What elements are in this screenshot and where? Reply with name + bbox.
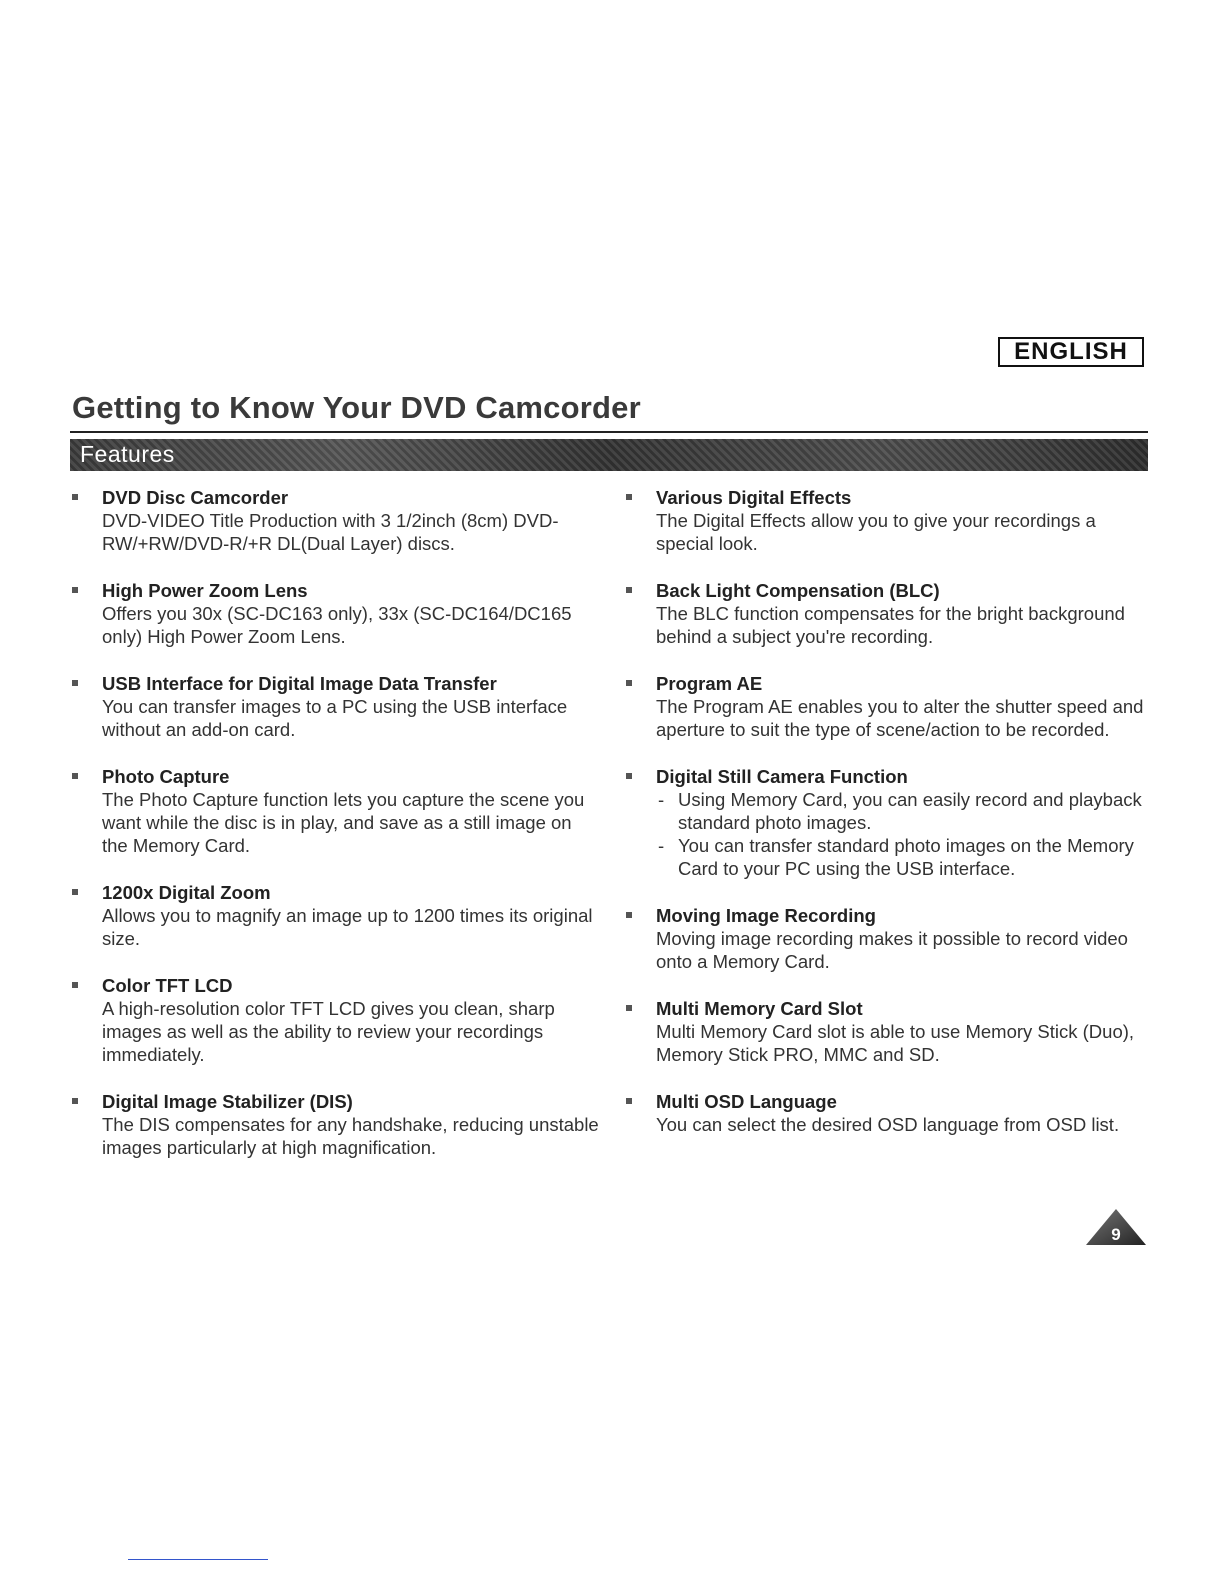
- bullet-icon: [626, 680, 632, 686]
- page-title: Getting to Know Your DVD Camcorder: [72, 390, 641, 425]
- bullet-icon: [72, 587, 78, 593]
- bullet-icon: [626, 773, 632, 779]
- feature-description: You can select the desired OSD language from OSD list.: [656, 1114, 1120, 1135]
- feature-description: You can transfer images to a PC using the USB interface without an add-on card.: [102, 696, 568, 740]
- bullet-icon: [626, 912, 632, 918]
- bullet-icon: [72, 494, 78, 500]
- features-right-column: [626, 486, 1156, 1160]
- feature-item: [626, 997, 1156, 1066]
- feature-description: Multi Memory Card slot is able to use Memory Stick (Duo), Memory Stick PRO, MMC and SD.: [656, 1021, 1135, 1065]
- feature-item: [72, 486, 602, 555]
- feature-description: The Digital Effects allow you to give your recordings a special look.: [656, 510, 1096, 554]
- feature-title: Multi OSD Language: [656, 1091, 837, 1112]
- bullet-icon: [72, 773, 78, 779]
- feature-subitem-text: You can transfer standard photo images on the Memory Card to your PC using the USB interface.: [678, 835, 1134, 879]
- feature-title: USB Interface for Digital Image Data Transfer: [102, 673, 497, 694]
- feature-title: Back Light Compensation (BLC): [656, 580, 940, 601]
- feature-title: Digital Image Stabilizer (DIS): [102, 1091, 353, 1112]
- title-divider: [70, 431, 1148, 433]
- section-title: Features: [80, 441, 175, 467]
- feature-item: [626, 904, 1156, 973]
- bullet-icon: [626, 1005, 632, 1011]
- feature-title: Multi Memory Card Slot: [656, 998, 863, 1019]
- feature-description: Moving image recording makes it possible to record video onto a Memory Card.: [656, 928, 1128, 972]
- feature-title: Color TFT LCD: [102, 975, 233, 996]
- feature-subitem-text: Using Memory Card, you can easily record and playback standard photo images.: [678, 789, 1142, 833]
- page-number: 9: [1111, 1225, 1121, 1244]
- feature-description: DVD-VIDEO Title Production with 3 1/2inch (8cm) DVD-RW/+RW/DVD-R/+R DL(Dual Layer) discs.: [102, 510, 559, 554]
- feature-description: The DIS compensates for any handshake, reducing unstable images particularly at high magnification.: [102, 1114, 599, 1158]
- bullet-icon: [72, 982, 78, 988]
- feature-subitem: [656, 788, 1156, 834]
- feature-title: Program AE: [656, 673, 763, 694]
- footer-link-line: [128, 1559, 268, 1560]
- bullet-icon: [72, 889, 78, 895]
- feature-item: [626, 765, 1156, 880]
- feature-item: [72, 672, 602, 741]
- bullet-icon: [626, 1098, 632, 1104]
- bullet-icon: [626, 587, 632, 593]
- feature-item: [626, 672, 1156, 741]
- feature-item: [72, 974, 602, 1066]
- bullet-icon: [72, 1098, 78, 1104]
- feature-description: Allows you to magnify an image up to 1200 times its original size.: [102, 905, 593, 949]
- feature-title: 1200x Digital Zoom: [102, 882, 271, 903]
- dash-icon: -: [658, 835, 665, 856]
- feature-description: The BLC function compensates for the bright background behind a subject you're recording.: [656, 603, 1125, 647]
- feature-item: [72, 765, 602, 857]
- feature-description: Offers you 30x (SC-DC163 only), 33x (SC-DC164/DC165 only) High Power Zoom Lens.: [102, 603, 572, 647]
- feature-subitem: [656, 834, 1156, 880]
- feature-title: DVD Disc Camcorder: [102, 487, 289, 508]
- dash-icon: -: [658, 789, 665, 810]
- feature-title: Photo Capture: [102, 766, 230, 787]
- section-header-bar: [70, 439, 1148, 471]
- language-label: ENGLISH: [998, 337, 1144, 367]
- feature-description: The Program AE enables you to alter the shutter speed and aperture to suit the type of scene/action to be recorded.: [656, 696, 1144, 740]
- feature-title: High Power Zoom Lens: [102, 580, 308, 601]
- feature-description: A high-resolution color TFT LCD gives you clean, sharp images as well as the ability to review your recordings immediately.: [102, 998, 555, 1065]
- feature-title: Moving Image Recording: [656, 905, 876, 926]
- bullet-icon: [72, 680, 78, 686]
- feature-title: Digital Still Camera Function: [656, 766, 908, 787]
- page-number-triangle-icon: [1084, 1207, 1148, 1247]
- feature-item: [626, 486, 1156, 555]
- feature-item: [72, 1090, 602, 1159]
- feature-title: Various Digital Effects: [656, 487, 852, 508]
- feature-description: The Photo Capture function lets you capture the scene you want while the disc is in play, and save as a still image on the Memory Card.: [102, 789, 585, 856]
- bullet-icon: [626, 494, 632, 500]
- feature-item: [72, 579, 602, 648]
- features-left-column: [72, 486, 602, 1183]
- feature-item: [626, 1090, 1156, 1136]
- feature-item: [626, 579, 1156, 648]
- feature-item: [72, 881, 602, 950]
